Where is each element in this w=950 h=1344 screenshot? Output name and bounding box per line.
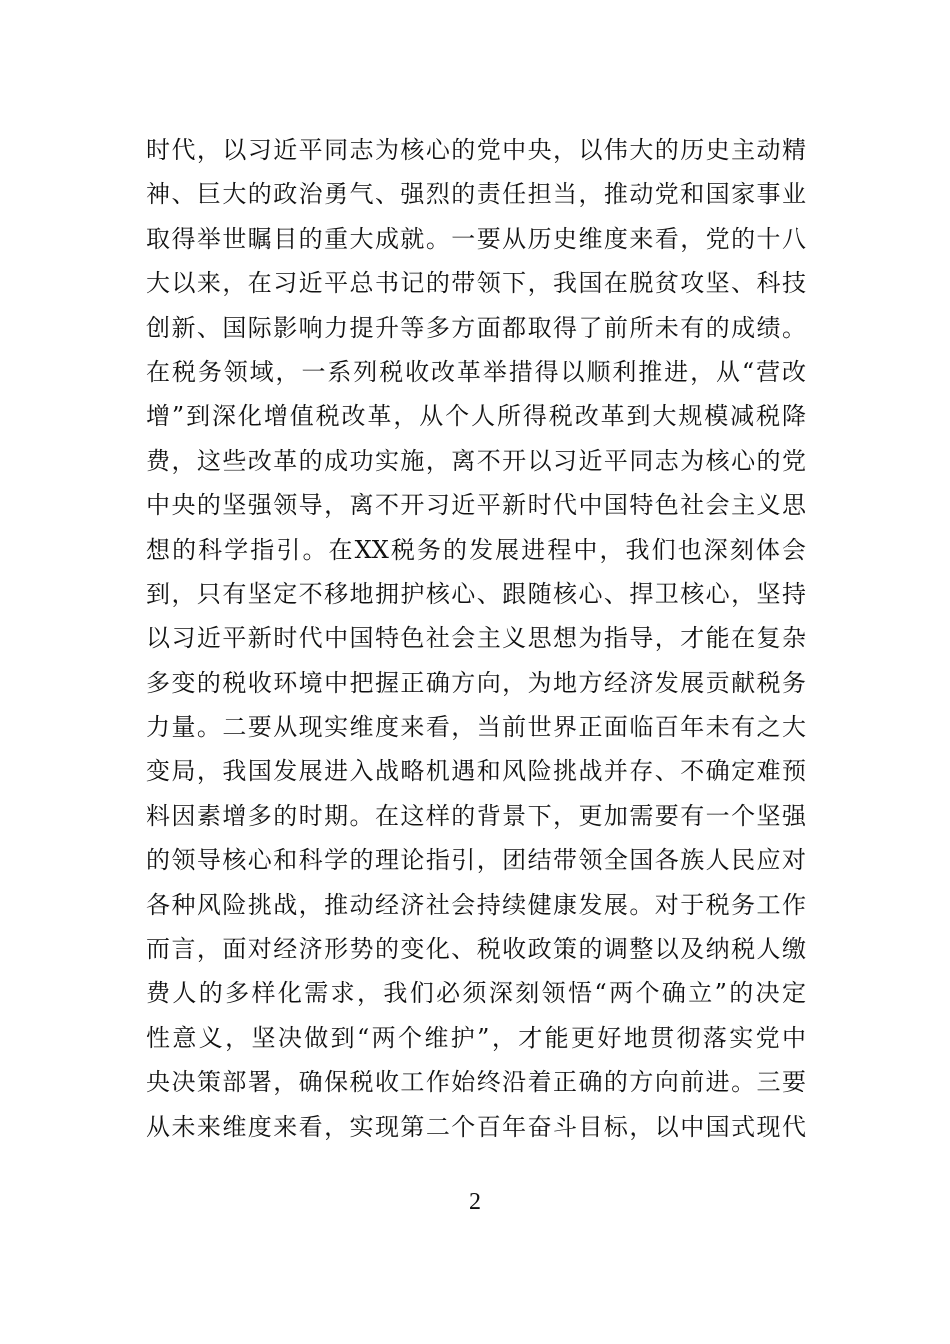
text-line-17: 的领导核心和科学的理论指引，团结带领全国各族人民应对 (146, 846, 806, 875)
text-line-13: 多变的税收环境中把握正确方向，为地方经济发展贡献税务 (146, 668, 806, 697)
text-line-15: 变局，我国发展进入战略机遇和风险挑战并存、不确定难预 (146, 757, 806, 786)
text-line-10: 想的科学指引。在XX税务的发展进程中，我们也深刻体会 (146, 535, 806, 564)
text-line-3: 取得举世瞩目的重大成就。一要从历史维度来看，党的十八 (146, 224, 806, 253)
body-paragraph (146, 128, 806, 1149)
text-line-9: 中央的坚强领导，离不开习近平新时代中国特色社会主义思 (146, 491, 806, 520)
text-line-4: 大以来，在习近平总书记的带领下，我国在脱贫攻坚、科技 (146, 269, 806, 298)
text-line-22: 央决策部署，确保税收工作始终沿着正确的方向前进。三要 (146, 1068, 806, 1097)
text-line-1: 时代，以习近平同志为核心的党中央，以伟大的历史主动精 (146, 136, 806, 164)
text-line-5: 创新、国际影响力提升等多方面都取得了前所未有的成绩。 (146, 313, 806, 342)
text-line-18: 各种风险挑战，推动经济社会持续健康发展。对于税务工作 (146, 890, 806, 919)
text-line-12: 以习近平新时代中国特色社会主义思想为指导，才能在复杂 (146, 624, 806, 653)
text-line-21: 性意义，坚决做到“两个维护”，才能更好地贯彻落实党中 (146, 1023, 806, 1052)
page-number: 2 (469, 1189, 481, 1215)
text-line-14: 力量。二要从现实维度来看，当前世界正面临百年未有之大 (146, 713, 806, 742)
text-line-23: 从未来维度来看，实现第二个百年奋斗目标，以中国式现代 (146, 1112, 806, 1141)
text-line-20: 费人的多样化需求，我们必须深刻领悟“两个确立”的决定 (146, 979, 806, 1008)
text-line-16: 料因素增多的时期。在这样的背景下，更加需要有一个坚强 (146, 801, 806, 830)
text-line-8: 费，这些改革的成功实施，离不开以习近平同志为核心的党 (146, 446, 806, 475)
text-line-2: 神、巨大的政治勇气、强烈的责任担当，推动党和国家事业 (146, 180, 806, 209)
text-line-6: 在税务领域，一系列税收改革举措得以顺利推进，从“营改 (146, 357, 806, 386)
text-line-11: 到，只有坚定不移地拥护核心、跟随核心、捍卫核心，坚持 (146, 579, 806, 608)
text-line-19: 而言，面对经济形势的变化、税收政策的调整以及纳税人缴 (146, 935, 806, 964)
text-line-7: 增”到深化增值税改革，从个人所得税改革到大规模减税降 (146, 402, 806, 431)
